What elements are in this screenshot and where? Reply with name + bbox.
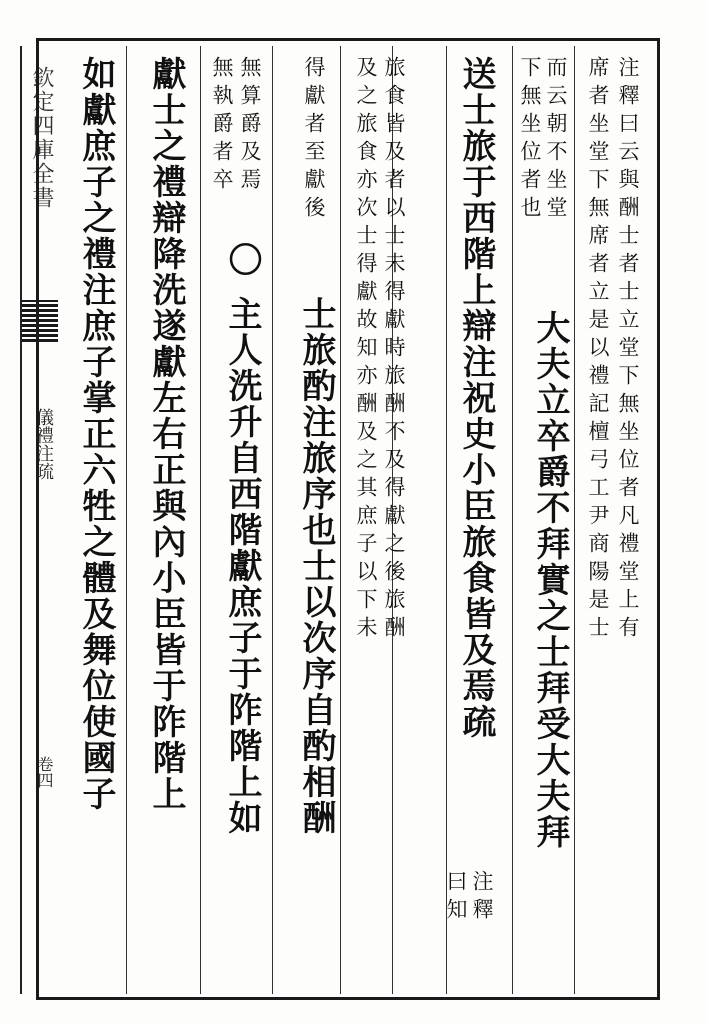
text-column-6 [282,56,342,996]
text-column-2: 席者坐堂下無席者立是以禮記檀弓工尹商陽是士 [586,56,610,644]
column-rule [200,46,201,994]
annotation-note: 注釋 [470,870,494,926]
text-column-4: 送士旅于西階上辯注祝史小臣旅食皆及焉疏 [456,56,496,740]
text-column-5 [352,56,412,996]
annotation-line-a: 無算爵及焉 [238,56,262,196]
column-rule [512,46,513,994]
text-column-3 [514,56,574,996]
annotation-head: 得獻者至獻後 [302,56,326,224]
text-column-7 [206,56,266,996]
margin-page-number: 卷四 [35,756,54,788]
text-column-9: 如獻庶子之禮注庶子掌正六牲之體及舞位使國子 [76,56,116,812]
main-text-tail: 士旅酌注旅序也士以次序自酌相酬 [296,296,336,836]
text-column-8: 獻士之禮辯降洗遂獻左右正與內小臣皆于阼階上 [146,56,186,812]
margin-subtitle: 儀禮注疏 [33,408,54,480]
annotation-line-b: 及之旅食亦次士得獻故知亦酬及之其庶子以下未 [354,56,378,644]
main-text-tail: 大夫立卒爵不拜實之士拜受大夫拜 [530,310,570,850]
margin-title: 欽定四庫全書 [29,66,54,210]
column-rule [446,46,447,994]
annotation-note-2: 曰知 [444,870,468,926]
annotation-line-a: 而云朝不坐堂 [544,56,568,224]
column-rule [126,46,127,994]
column-rule [272,46,273,994]
annotation-line-a: 旅食皆及者以士未得獻時旅酬不及得獻之後旅酬 [382,56,406,644]
annotation-line-b: 無執爵者卒 [210,56,234,196]
annotation-line-b: 下無坐位者也 [518,56,542,224]
circle-mark: 〇 [222,242,262,278]
text-column-1: 注釋曰云與酬士者士立堂下無坐位者凡禮堂上有 [616,56,640,644]
main-text-tail: 主人洗升自西階獻庶子于阼階上如 [222,296,262,836]
